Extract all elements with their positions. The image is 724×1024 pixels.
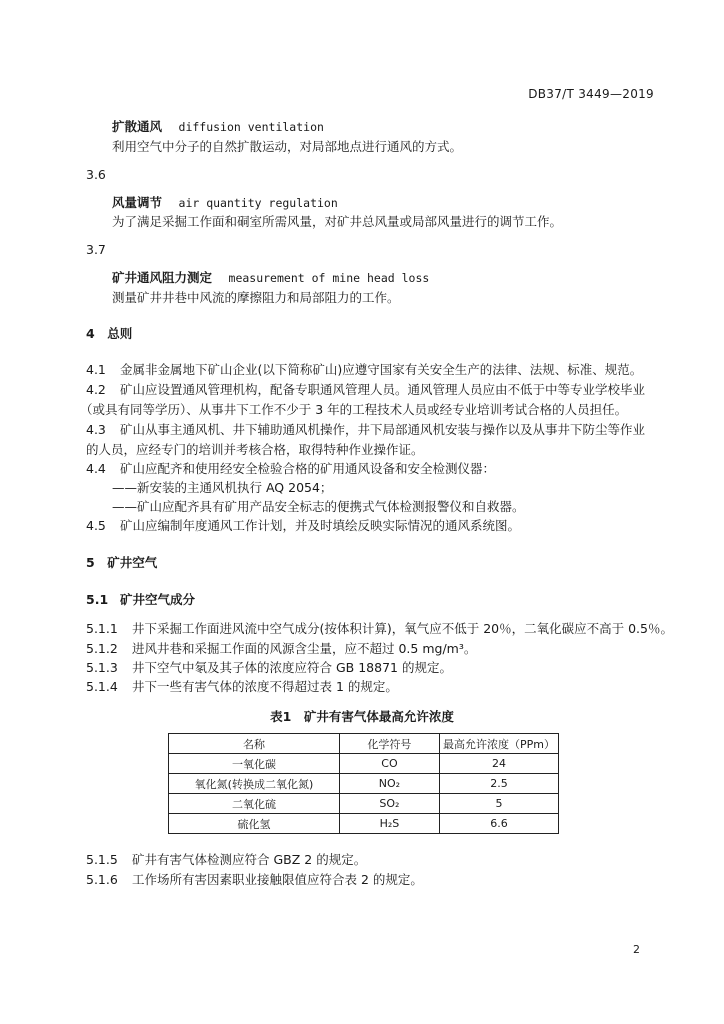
- table-header: 最高允许浓度（PPm）: [439, 734, 558, 754]
- table-header-row: [169, 734, 559, 754]
- list-dash-item: ——新安装的主通风机执行 AQ 2054；: [112, 480, 333, 495]
- term-en: air quantity regulation: [178, 196, 338, 210]
- section-heading: 4 总则: [86, 326, 133, 341]
- page-number: 2: [633, 943, 640, 956]
- table-row: [169, 814, 559, 834]
- clause-number: 3.6: [86, 167, 106, 182]
- doc-code: DB37/T 3449—2019: [528, 87, 654, 101]
- table-cell: 一氧化碳: [169, 754, 340, 774]
- term-en: diffusion ventilation: [178, 120, 324, 134]
- term-title: 矿井通风阻力测定: [112, 270, 213, 285]
- table-cell: 氧化氮(转换成二氧化氮): [169, 774, 340, 794]
- table-cell: 24: [439, 754, 558, 774]
- table-cell: H₂S: [339, 814, 439, 834]
- clause-4-2: 4.2 矿山应设置通风管理机构，配备专职通风管理人员。通风管理人员应由不低于中等专业学校毕业: [86, 382, 646, 397]
- term-title-row: [112, 270, 429, 286]
- table-cell: CO: [339, 754, 439, 774]
- table-row: [169, 774, 559, 794]
- table-cell: 二氧化硫: [169, 794, 340, 814]
- clause-4-1: 4.1 金属非金属地下矿山企业(以下简称矿山)应遵守国家有关安全生产的法律、法规、标准、规范。: [86, 362, 643, 377]
- term-desc: 利用空气中分子的自然扩散运动，对局部地点进行通风的方式。: [112, 139, 463, 154]
- table-title: 表1 矿井有害气体最高允许浓度: [270, 709, 454, 724]
- clause-4-3: 4.3 矿山从事主通风机、井下辅助通风机操作，井下局部通风机安装与操作以及从事井下防尘等作业: [86, 422, 646, 437]
- gas-table: [168, 733, 559, 834]
- list-dash-item: ——矿山应配齐具有矿用产品安全标志的便携式气体检测报警仪和自救器。: [112, 499, 525, 514]
- clause-5-1-5: 5.1.5 矿井有害气体检测应符合 GBZ 2 的规定。: [86, 852, 367, 867]
- clause-number: 3.7: [86, 242, 106, 257]
- term-title-row: [112, 195, 338, 211]
- clause-5-1-4: 5.1.4 井下一些有害气体的浓度不得超过表 1 的规定。: [86, 679, 398, 694]
- clause-5-1-1: 5.1.1 井下采掘工作面进风流中空气成分(按体积计算)，氧气应不低于 20％，二氧化碳应不高于 0.5％。: [86, 621, 673, 636]
- table-row: [169, 794, 559, 814]
- table-cell: 硫化氢: [169, 814, 340, 834]
- table-cell: NO₂: [339, 774, 439, 794]
- clause-5-1-2: 5.1.2 进风井巷和采掘工作面的风源含尘量，应不超过 0.5 mg/m³。: [86, 641, 477, 656]
- clause-5-1-3: 5.1.3 井下空气中氡及其子体的浓度应符合 GB 18871 的规定。: [86, 660, 452, 675]
- table-header: 名称: [169, 734, 340, 754]
- term-desc: 测量矿井井巷中风流的摩擦阻力和局部阻力的工作。: [112, 290, 400, 305]
- table-cell: SO₂: [339, 794, 439, 814]
- clause-5-1-6: 5.1.6 工作场所有害因素职业接触限值应符合表 2 的规定。: [86, 872, 423, 887]
- table-cell: 6.6: [439, 814, 558, 834]
- table-cell: 5: [439, 794, 558, 814]
- term-en: measurement of mine head loss: [228, 271, 430, 285]
- subsection-heading: 5.1 矿井空气成分: [86, 592, 196, 607]
- section-heading: 5 矿井空气: [86, 555, 158, 570]
- term-title: 扩散通风: [112, 119, 163, 134]
- term-title-row: [112, 119, 324, 135]
- table-header: 化学符号: [339, 734, 439, 754]
- clause-4-5: 4.5 矿山应编制年度通风工作计划，并及时填绘反映实际情况的通风系统图。: [86, 518, 521, 533]
- clause-4-4: 4.4 矿山应配齐和使用经安全检验合格的矿用通风设备和安全检测仪器：: [86, 461, 496, 476]
- term-title: 风量调节: [112, 195, 163, 210]
- term-desc: 为了满足采掘工作面和硐室所需风量，对矿井总风量或局部风量进行的调节工作。: [112, 214, 563, 229]
- table-row: [169, 754, 559, 774]
- clause-4-2-cont: （或具有同等学历）、从事井下工作不少于 3 年的工程技术人员或经专业培训考试合格的人员担任。: [80, 402, 628, 417]
- clause-4-3-cont: 的人员，应经专门的培训并考核合格，取得特种作业操作证。: [86, 442, 424, 457]
- table-cell: 2.5: [439, 774, 558, 794]
